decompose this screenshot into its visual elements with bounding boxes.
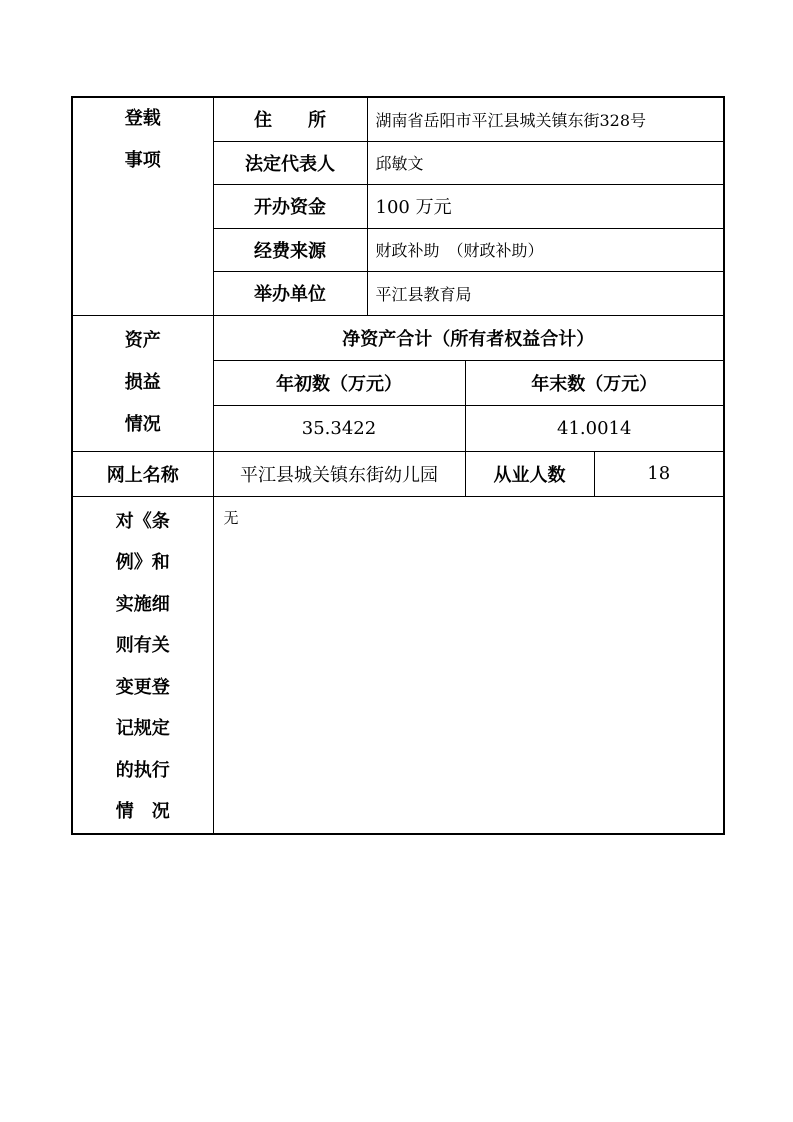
online-name-value: 平江县城关镇东街幼儿园 bbox=[213, 451, 465, 496]
address-value: 湖南省岳阳市平江县城关镇东街328号 bbox=[367, 97, 724, 141]
funding-value: 100 万元 bbox=[367, 184, 724, 228]
staff-count-value: 18 bbox=[594, 451, 724, 496]
online-name-label: 网上名称 bbox=[72, 451, 213, 496]
section-label-line: 实施细 bbox=[115, 593, 170, 615]
registration-section-label bbox=[72, 97, 213, 315]
funding-source-value: 财政补助 （财政补助） bbox=[367, 228, 724, 271]
section-label-line: 例》和 bbox=[115, 552, 170, 573]
sponsor-label: 举办单位 bbox=[213, 271, 367, 315]
net-assets-header: 净资产合计（所有者权益合计） bbox=[213, 315, 724, 360]
funding-source-label: 经费来源 bbox=[213, 228, 367, 271]
begin-of-year-header: 年初数（万元） bbox=[213, 360, 465, 405]
assets-section-label bbox=[72, 315, 213, 451]
address-label: 住 所 bbox=[213, 97, 367, 141]
section-label-line: 对《条 bbox=[115, 510, 170, 532]
legal-representative-label: 法定代表人 bbox=[213, 141, 367, 184]
staff-count-label: 从业人数 bbox=[465, 451, 594, 496]
section-label-line: 变更登 bbox=[115, 676, 170, 698]
section-label-line: 情况 bbox=[124, 414, 161, 435]
section-label-line: 登载 bbox=[124, 108, 161, 129]
sponsor-value: 平江县教育局 bbox=[367, 271, 724, 315]
section-label-line: 情 况 bbox=[115, 801, 170, 822]
section-label-line: 资产 bbox=[124, 330, 161, 351]
section-label-line: 记规定 bbox=[115, 718, 170, 739]
registration-form-table bbox=[71, 96, 725, 835]
section-label-line: 则有关 bbox=[115, 635, 170, 656]
section-label-line: 损益 bbox=[124, 372, 161, 393]
end-of-year-header: 年末数（万元） bbox=[465, 360, 724, 405]
section-label-line: 的执行 bbox=[115, 759, 170, 781]
end-of-year-value: 41.0014 bbox=[465, 405, 724, 451]
execution-content: 无 bbox=[213, 496, 724, 834]
begin-of-year-value: 35.3422 bbox=[213, 405, 465, 451]
section-label-line: 事项 bbox=[124, 150, 161, 171]
funding-label: 开办资金 bbox=[213, 184, 367, 228]
execution-section-label bbox=[72, 496, 213, 834]
legal-representative-value: 邱敏文 bbox=[367, 141, 724, 184]
